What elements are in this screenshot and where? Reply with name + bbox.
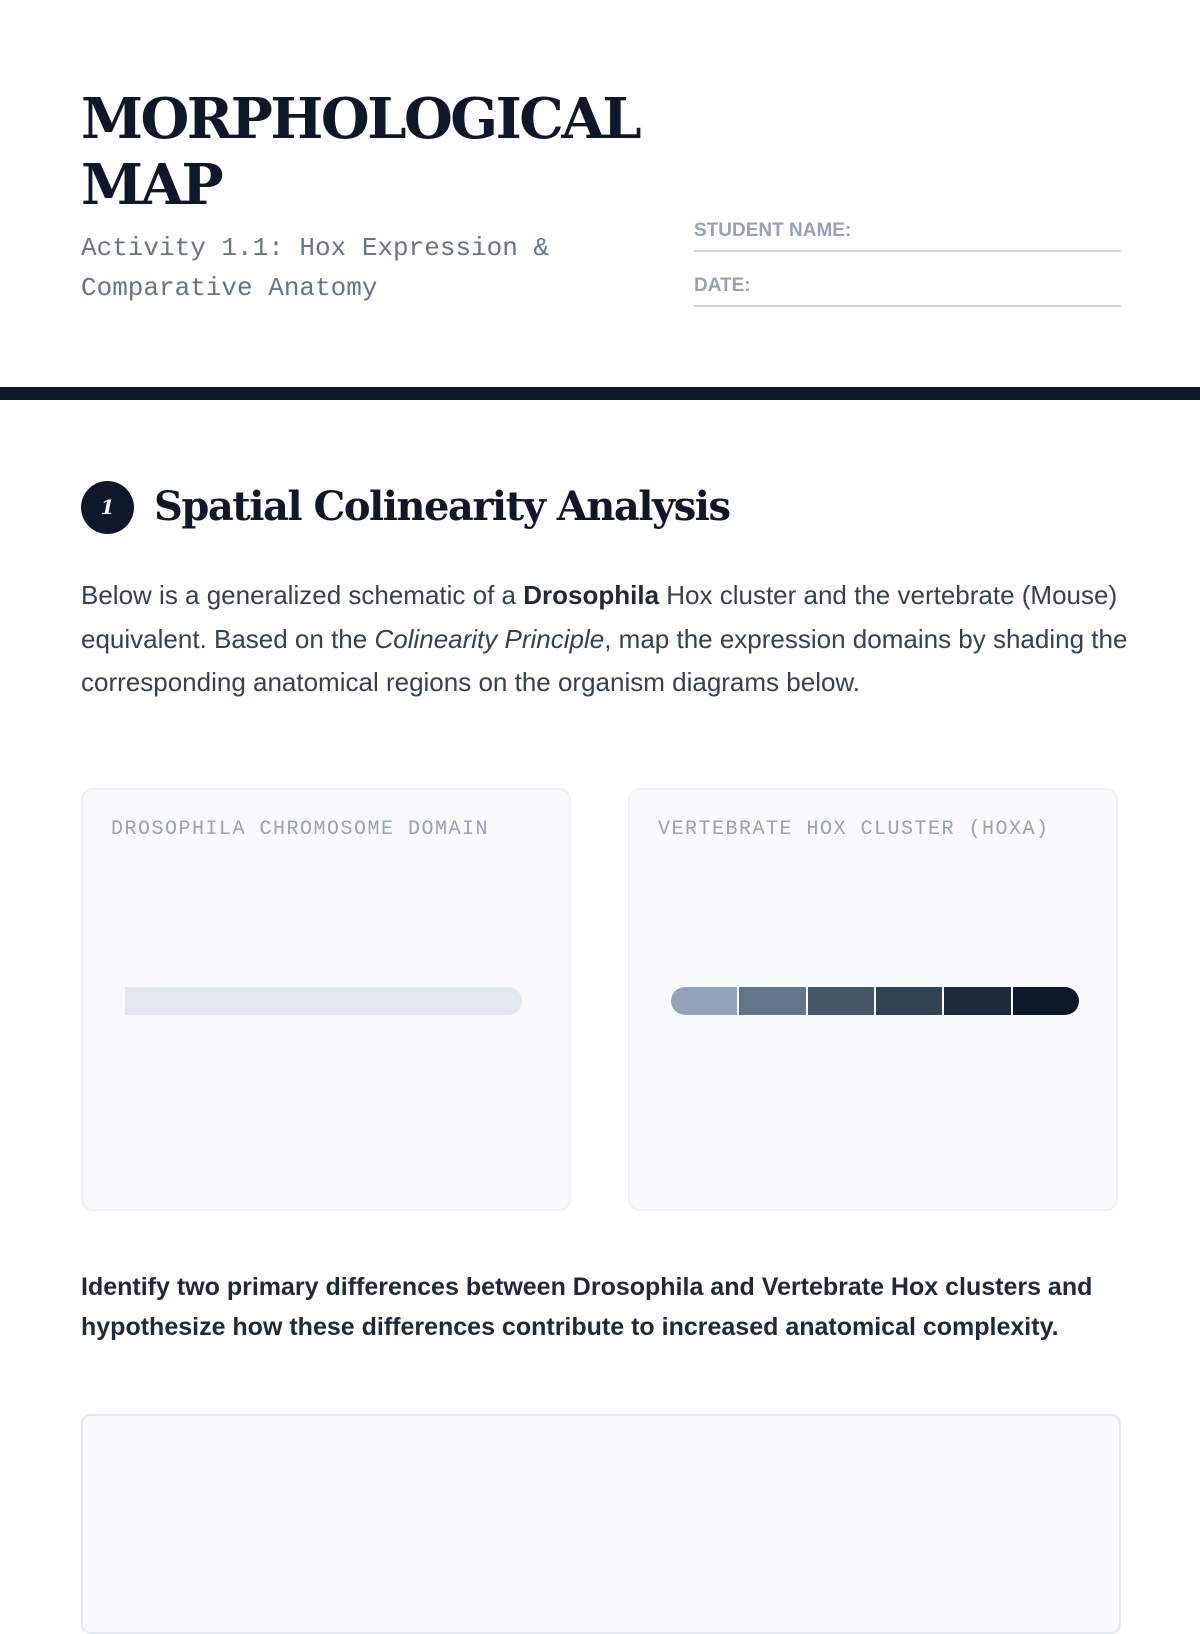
hox-cluster-bar <box>671 987 1079 1015</box>
drosophila-panel-label: DROSOPHILA CHROMOSOME DOMAIN <box>111 818 490 841</box>
hox-segment <box>876 987 944 1015</box>
hox-segment <box>739 987 807 1015</box>
student-name-label: STUDENT NAME: <box>694 220 852 241</box>
hox-segment <box>808 987 876 1015</box>
student-name-field[interactable] <box>694 220 1121 252</box>
vertebrate-panel <box>628 788 1118 1211</box>
answer-textarea[interactable] <box>81 1414 1121 1634</box>
intro-bold-drosophila: Drosophila <box>523 580 660 610</box>
date-field[interactable] <box>694 275 1121 307</box>
hox-segment <box>944 987 1012 1015</box>
intro-text-3: , map the expression domains by shading the corresponding anatomical regions on the organism diagrams below. <box>81 623 1128 697</box>
vertebrate-panel-label: VERTEBRATE HOX CLUSTER (HOXA) <box>658 818 1050 841</box>
activity-subtitle: Activity 1.1: Hox Expression & Comparative Anatomy <box>81 233 550 303</box>
intro-text-1: Below is a generalized schematic of a <box>81 580 524 610</box>
date-label: DATE: <box>694 275 751 296</box>
section-heading <box>81 474 981 534</box>
page-title: MORPHOLOGICAL MAP <box>81 86 640 218</box>
section-number-badge: 1 <box>81 481 134 534</box>
hox-segment <box>671 987 739 1015</box>
drosophila-panel <box>81 788 571 1211</box>
drosophila-chromosome-bar <box>125 987 522 1015</box>
section-intro <box>81 574 1131 705</box>
question-prompt: Identify two primary differences between Drosophila and Vertebrate Hox clusters and hypothesize how these differences contribute to increased anatomical complexity. <box>81 1273 1093 1341</box>
intro-italic-principle: Colinearity Principle <box>374 623 605 654</box>
section-title: Spatial Colinearity Analysis <box>154 483 730 530</box>
intro-text-2: Hox cluster and the vertebrate (Mouse) equivalent. Based on the <box>81 580 1118 654</box>
hox-segment <box>1013 987 1079 1015</box>
header-divider <box>0 387 1200 400</box>
worksheet-header <box>81 86 1121 316</box>
